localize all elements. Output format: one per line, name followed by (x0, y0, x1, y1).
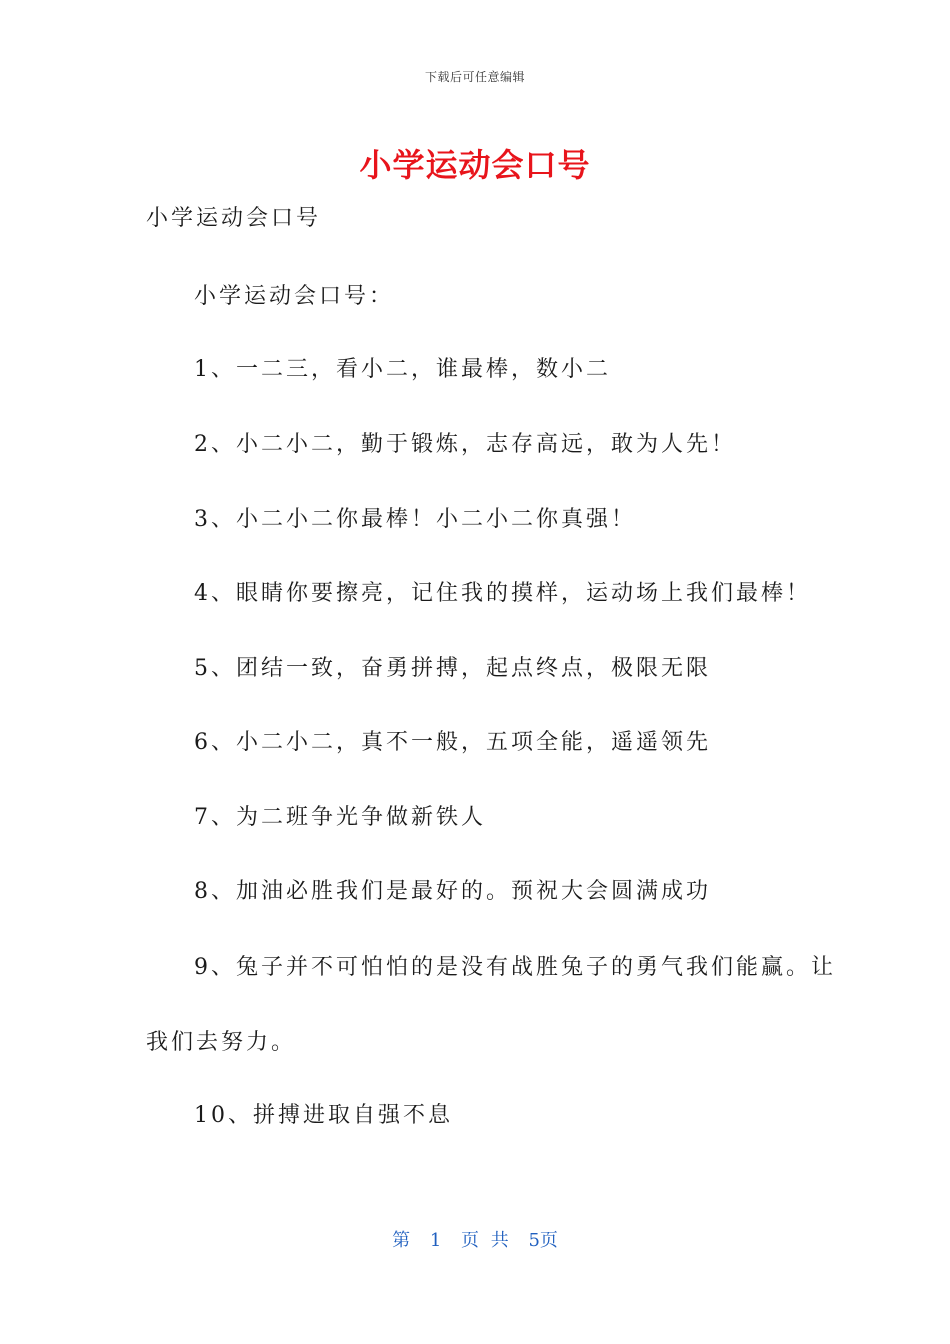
slogan-item: 4、眼睛你要擦亮，记住我的摸样，运动场上我们最棒！ (194, 581, 811, 606)
slogan-item: 6、小二小二，真不一般，五项全能，遥遥领先 (194, 730, 711, 755)
page-footer (0, 1226, 950, 1252)
footer-prefix: 第 (392, 1230, 411, 1251)
header-note: 下载后可任意编辑 (424, 70, 525, 84)
footer-total: 5页 (528, 1230, 558, 1251)
slogan-item: 5、团结一致，奋勇拼搏，起点终点，极限无限 (194, 656, 711, 681)
slogan-item: 10、拼搏进取自强不息 (194, 1103, 453, 1128)
slogan-item-continuation: 我们去努力。 (146, 1030, 297, 1055)
footer-current-page: 1 (429, 1230, 442, 1251)
slogan-item: 2、小二小二，勤于锻炼，志存高远，敢为人先！ (194, 432, 736, 457)
document-title: 小学运动会口号 (359, 146, 591, 184)
intro-line: 小学运动会口号： (194, 284, 395, 309)
slogan-item: 7、为二班争光争做新铁人 (194, 805, 486, 830)
footer-middle: 页 共 (461, 1230, 509, 1251)
slogan-item: 9、兔子并不可怕怕的是没有战胜兔子的勇气我们能赢。让 (194, 955, 836, 980)
document-subtitle: 小学运动会口号 (146, 206, 322, 231)
slogan-item: 8、加油必胜我们是最好的。预祝大会圆满成功 (194, 879, 711, 904)
slogan-item: 1、一二三，看小二，谁最棒，数小二 (194, 357, 611, 382)
slogan-item: 3、小二小二你最棒！小二小二你真强！ (194, 507, 636, 532)
